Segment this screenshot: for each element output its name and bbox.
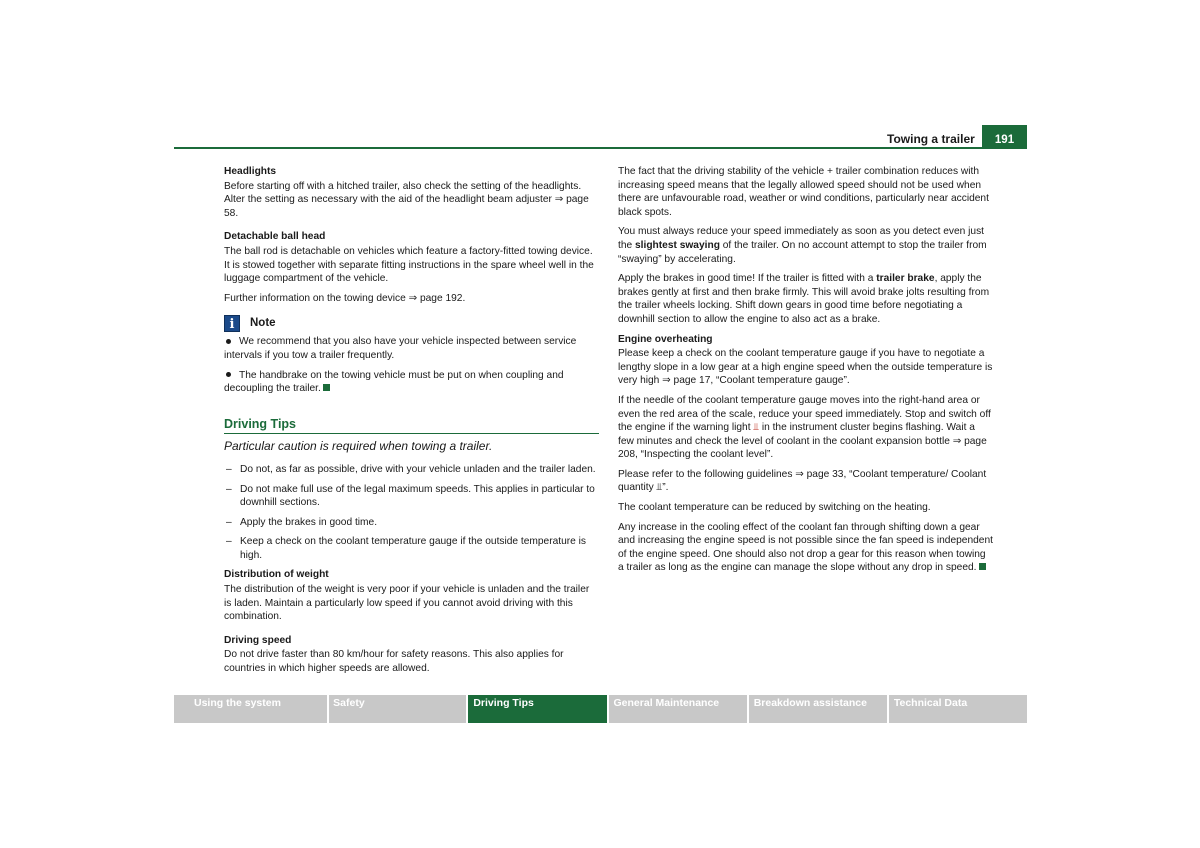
- guidelines-text: Please refer to the following guidelines ⇒ page 33, “Coolant temperature/ Coolant quantity ⫫”.: [618, 468, 987, 494]
- tab-breakdown-assistance[interactable]: Breakdown assistance: [749, 695, 887, 723]
- page-title: Towing a trailer: [887, 132, 975, 146]
- note-header: [224, 315, 599, 332]
- fan-text: Any increase in the cooling effect of the coolant fan through shifting down a gear and increasing the engine speed is not possible since the fan speed is independent of the engine speed. One should also not drop a gear for this reason when towing a trailer as long as the engine can manage the slope without any drop in speed.: [618, 521, 993, 574]
- coolant-warning-icon: ⫫: [753, 422, 759, 434]
- bullet-icon: [226, 372, 231, 377]
- weight-heading: Distribution of weight: [224, 569, 329, 581]
- speed-heading: Driving speed: [224, 634, 292, 646]
- ball-head-heading: Detachable ball head: [224, 231, 326, 243]
- coolant-icon: ⫫: [656, 482, 663, 494]
- headlights-heading: Headlights: [224, 166, 277, 177]
- ball-head-text: The ball rod is detachable on vehicles which feature a factory-fitted towing device. It is stowed together with separate fitting instructions in the spare wheel well in the luggage compartment of the vehicle.: [224, 245, 594, 285]
- speed-text: Do not drive faster than 80 km/hour for safety reasons. This also applies for countries in which higher speeds are allowed.: [224, 649, 564, 675]
- stability-text: The fact that the driving stability of the vehicle + trailer combination reduces with increasing speed means that the legally allowed speed should not be used when there are unfavourable road, weather or wind conditions, particularly near accident black spots.: [618, 166, 989, 218]
- tab-driving-tips[interactable]: Driving Tips: [468, 695, 606, 723]
- headlights-text: Before starting off with a hitched trailer, also check the setting of the headlights. Alter the setting as necessary with the aid of the headlight beam adjuster ⇒ page 58.: [224, 180, 589, 219]
- bullet-icon: [226, 339, 231, 344]
- tips-list: [224, 463, 599, 563]
- further-info-text: Further information on the towing device ⇒ page 192.: [224, 292, 466, 304]
- needle-text: If the needle of the coolant temperature gauge moves into the right-hand area or even the red area of the scale, reduce your speed immediately. Stop and switch off the engine if the warning light ⫫ in the instrument cluster begins flashing. Wait a few minutes and check the level of coolant in the coolant expansion bottle ⇒ page 208, “Inspecting the coolant level”.: [618, 394, 991, 461]
- note-bullet-1: We recommend that you also have your vehicle inspected between service intervals if you tow a trailer frequently.: [224, 336, 577, 361]
- note-label: Note: [250, 317, 276, 330]
- tab-technical-data[interactable]: Technical Data: [889, 695, 1027, 723]
- section-subtitle: Particular caution is required when towing a trailer.: [224, 439, 493, 454]
- end-square-icon: [323, 384, 330, 391]
- weight-text: The distribution of the weight is very poor if your vehicle is unladen and the trailer is laden. Maintain a particularly low speed if you cannot avoid driving with this combination.: [224, 584, 590, 623]
- list-item: – Keep a check on the coolant temperature gauge if the outside temperature is high.: [224, 535, 599, 562]
- section-title: Driving Tips: [224, 418, 599, 435]
- chapter-nav: [174, 695, 1027, 723]
- swaying-text: You must always reduce your speed immediately as soon as you detect even just the slightest swaying of the trailer. On no account attempt to stop the trailer from “swaying” by accelerating.: [618, 226, 987, 265]
- list-item: – Apply the brakes in good time.: [224, 516, 599, 530]
- info-icon: i: [224, 315, 240, 332]
- tab-safety[interactable]: Safety: [329, 695, 466, 723]
- heating-text: The coolant temperature can be reduced by switching on the heating.: [618, 502, 931, 514]
- note-bullet-2: The handbrake on the towing vehicle must be put on when coupling and decoupling the trailer.: [224, 369, 564, 395]
- right-column: [618, 165, 993, 581]
- overheating-heading: Engine overheating: [618, 333, 713, 345]
- tab-general-maintenance[interactable]: General Maintenance: [609, 695, 747, 723]
- tab-using-the-system[interactable]: Using the system: [174, 695, 327, 723]
- left-column: [224, 165, 599, 682]
- list-item: – Do not, as far as possible, drive with your vehicle unladen and the trailer laden.: [224, 463, 599, 477]
- page-number: 191: [982, 125, 1027, 149]
- brakes-text: Apply the brakes in good time! If the trailer is fitted with a trailer brake, apply the brakes gently at first and then brake firmly. This will avoid brake jolts resulting from the trailer wheels locking. Shift down gears in good time before negotiating a downhill section to allow the engine to also act as a brake.: [618, 273, 990, 325]
- header-rule: [174, 147, 1027, 149]
- list-item: – Do not make full use of the legal maximum speeds. This applies in particular to downhill sections.: [224, 483, 599, 510]
- coolant-gauge-text: Please keep a check on the coolant temperature gauge if you have to negotiate a lengthy slope in a low gear at a high engine speed when the outside temperature is very high ⇒ page 17, “Coolant temperature gauge”.: [618, 348, 993, 387]
- end-square-icon: [979, 563, 986, 570]
